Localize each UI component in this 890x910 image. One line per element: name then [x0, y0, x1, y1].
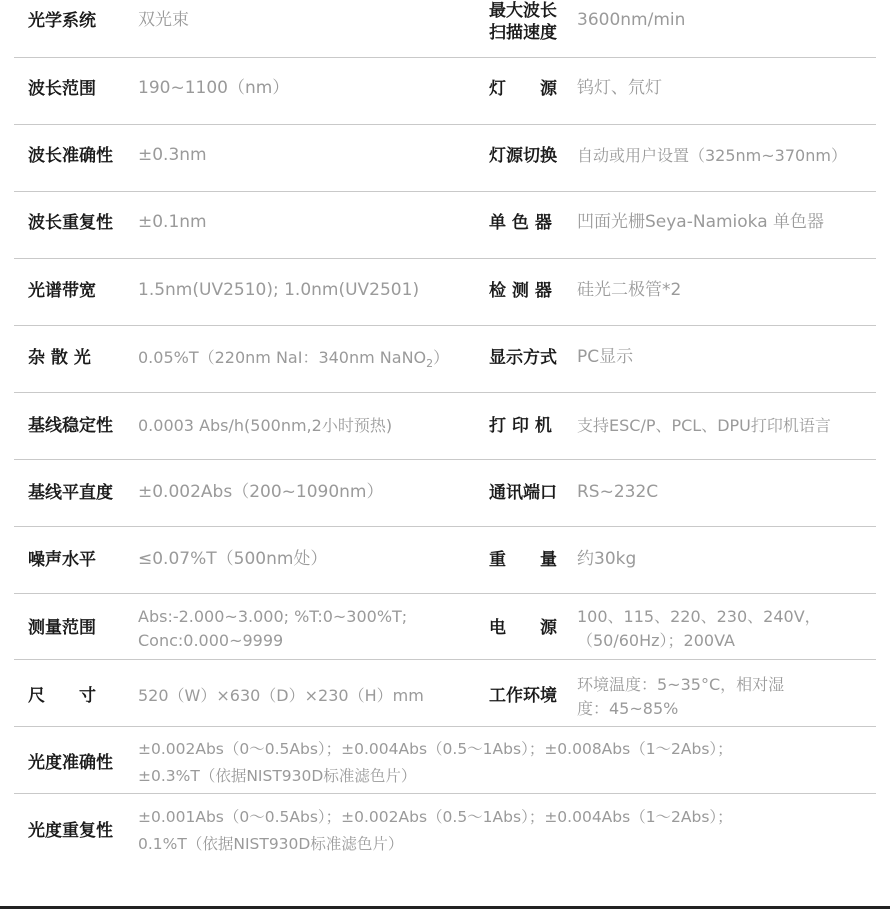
spec-value: 自动或用户设置（325nm~370nm） [577, 146, 847, 165]
spec-label: 灯 源 [489, 79, 557, 99]
spec-label: 重 量 [489, 550, 557, 570]
row-divider [14, 325, 876, 326]
row-divider [14, 57, 876, 58]
spec-label: 最大波长 [489, 1, 557, 21]
spec-label: 波长范围 [28, 79, 96, 99]
spec-label: 光学系统 [28, 11, 96, 31]
spec-value: Conc:0.000~9999 [138, 631, 284, 650]
row-divider [14, 258, 876, 259]
spec-label: 光度准确性 [28, 753, 113, 773]
spec-value: 520（W）×630（D）×230（H）mm [138, 686, 424, 705]
spec-value: 190~1100（nm） [138, 78, 290, 98]
spec-label: 显示方式 [489, 348, 557, 368]
spec-value: ±0.002Abs（0～0.5Abs）；±0.004Abs（0.5～1Abs）；±0.008Abs（1～2Abs）； [138, 740, 733, 758]
spec-value: 0.1%T（依据NIST930D标准滤色片） [138, 835, 404, 853]
spec-value: Abs:-2.000~3.000; %T:0~300%T; [138, 607, 408, 626]
spec-value: 环境温度：5~35°C，相对湿 [577, 675, 785, 694]
spec-label: 噪声水平 [28, 550, 96, 570]
spec-label: 基线稳定性 [28, 416, 113, 436]
spec-value: 0.0003 Abs/h(500nm,2小时预热) [138, 416, 393, 435]
spec-value: ±0.002Abs（200~1090nm） [138, 482, 384, 502]
spec-value: 度：45~85% [577, 699, 679, 718]
spec-value: 凹面光栅Seya-Namioka 单色器 [577, 212, 825, 232]
spec-value: ≤0.07%T（500nm处） [138, 549, 328, 569]
spec-label: 波长准确性 [28, 146, 113, 166]
spec-label: 扫描速度 [489, 23, 557, 43]
row-divider [14, 659, 876, 660]
spec-value: 约30kg [577, 549, 637, 569]
spec-value: 钨灯、氘灯 [577, 78, 662, 98]
spec-label: 基线平直度 [28, 483, 113, 503]
spec-label: 检 测 器 [489, 281, 552, 301]
spec-label: 单 色 器 [489, 213, 552, 233]
row-divider [14, 191, 876, 192]
spec-label: 尺 寸 [28, 686, 96, 706]
spec-label: 波长重复性 [28, 213, 113, 233]
row-divider [14, 526, 876, 527]
spec-value: RS~232C [577, 482, 659, 502]
spec-label: 工作环境 [489, 686, 557, 706]
spec-value: 0.05%T（220nm NaI：340nm NaNO$_2$） [138, 348, 450, 371]
spec-value: ±0.3%T（依据NIST930D标准滤色片） [138, 767, 417, 785]
spec-value: 支持ESC/P、PCL、DPU打印机语言 [577, 416, 831, 435]
spec-label: 光度重复性 [28, 821, 113, 841]
spec-label: 电 源 [489, 618, 557, 638]
row-divider [14, 124, 876, 125]
spec-label: 测量范围 [28, 618, 96, 638]
spec-value: PC显示 [577, 347, 634, 367]
spec-value: 3600nm/min [577, 10, 686, 30]
row-divider [14, 726, 876, 727]
spec-label: 杂 散 光 [28, 348, 91, 368]
spec-value: 1.5nm(UV2510); 1.0nm(UV2501) [138, 280, 420, 300]
spec-label: 灯源切换 [489, 146, 557, 166]
spec-value: （50/60Hz）；200VA [577, 631, 735, 650]
row-divider [14, 459, 876, 460]
spec-label: 通讯端口 [489, 483, 557, 503]
spec-value: ±0.001Abs（0～0.5Abs）；±0.002Abs（0.5～1Abs）；±0.004Abs（1～2Abs）； [138, 808, 733, 826]
row-divider [14, 392, 876, 393]
row-divider [14, 593, 876, 594]
spec-value: 双光束 [138, 10, 189, 30]
spec-value: ±0.1nm [138, 212, 207, 232]
spec-label: 光谱带宽 [28, 281, 96, 301]
row-divider [14, 793, 876, 794]
spec-value: 100、115、220、230、240V， [577, 607, 821, 626]
bottom-border [0, 906, 890, 909]
spec-value: 硅光二极管*2 [577, 280, 682, 300]
spec-value: ±0.3nm [138, 145, 207, 165]
spec-label: 打 印 机 [489, 416, 552, 436]
